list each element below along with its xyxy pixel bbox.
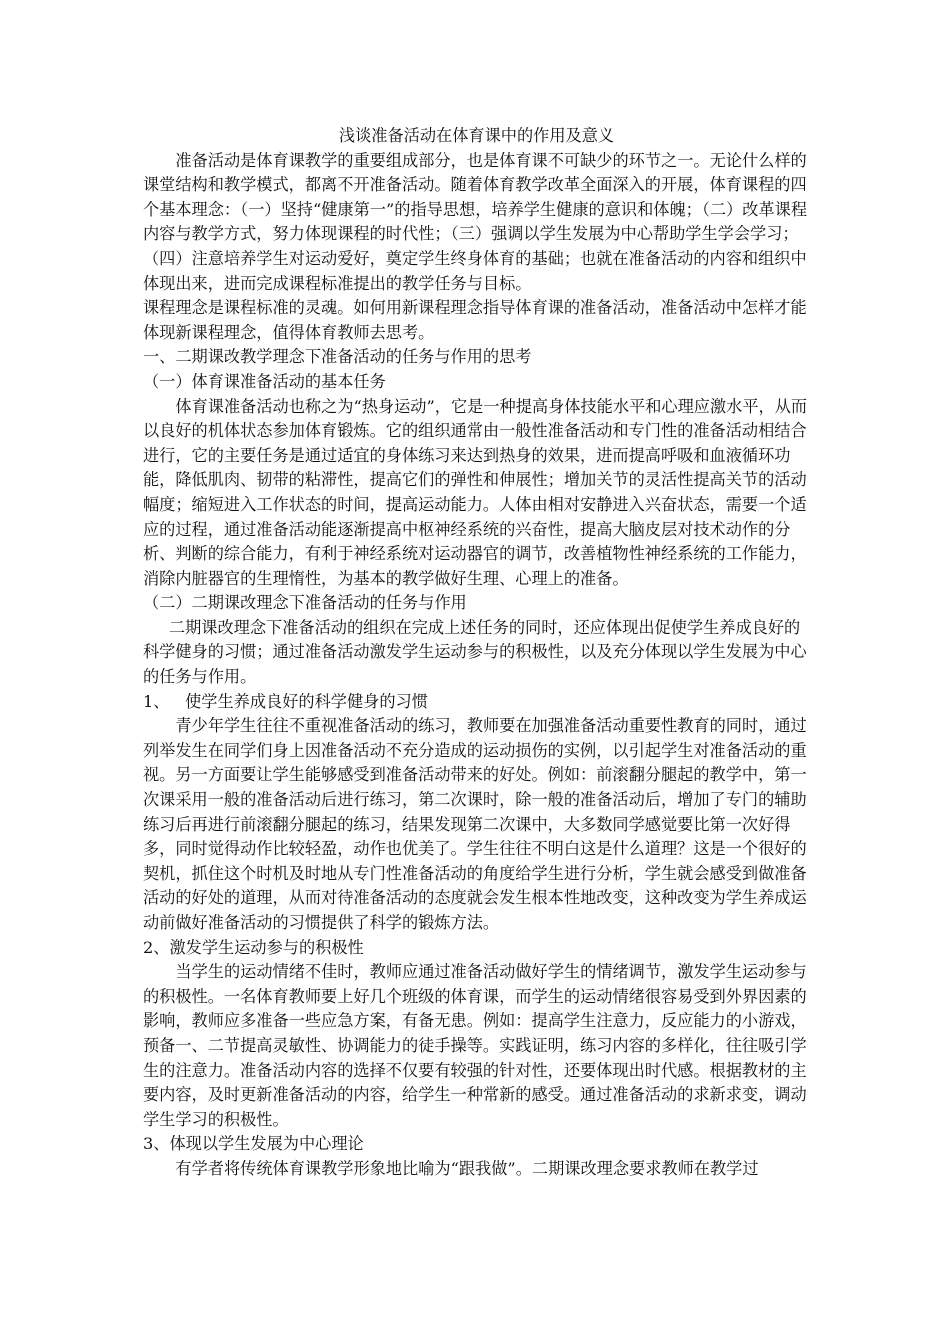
subsection-2-heading: （二）二期课改理念下准备活动的任务与作用 [143, 593, 467, 613]
item-3-body: 有学者将传统体育课教学形象地比喻为“跟我做”。二期课改理念要求教师在教学过 [175, 1158, 759, 1178]
subsection-1-body: 体育课准备活动也称之为“热身运动”，它是一种提高身体技能水平和心理应激水平，从而以良好的机体状态参加体育锻炼。它的组织通常由一般性准备活动和专门性的准备活动相结合进行，它的主要任务是通过适宜的身体练习来达到热身的效果，进而提高呼吸和血液循环功能，降低肌肉、韧带的粘滞性，提高它们的弹性和伸展性；增加关节的灵活性提高关节的活动幅度；缩短进入工作状态的时间，提高运动能力。人体由相对安静进入兴奋状态，需要一个适应的过程，通过准备活动能逐渐提高中枢神经系统的兴奋性，提高大脑皮层对技术动作的分析、判断的综合能力，有利于神经系统对运动器官的调节，改善植物性神经系统的工作能力，消除内脏器官的生理惰性，为基本的教学做好生理、心理上的准备。 [143, 396, 808, 588]
item-1-body: 青少年学生往往不重视准备活动的练习，教师要在加强准备活动重要性教育的同时，通过列举发生在同学们身上因准备活动不充分造成的运动损伤的实例，以引起学生对准备活动的重视。另一方面要让学生能够感受到准备活动带来的好处。例如：前滚翻分腿起的教学中，第一次课采用一般的准备活动后进行练习，第二次课时，除一般的准备活动后，增加了专门的辅助练习后再进行前滚翻分腿起的练习，结果发现第二次课中，大多数同学感觉要比第一次好得多，同时觉得动作比较轻盈，动作也优美了。学生往往不明白这是什么道理？这是一个很好的契机，抓住这个时机及时地从专门性准备活动的角度给学生进行分析，学生就会感受到做准备活动的好处的道理，从而对待准备活动的态度就会发生根本性地改变，这种改变为学生养成运动前做好准备活动的习惯提供了科学的锻炼方法。 [143, 716, 807, 932]
item-2-body: 当学生的运动情绪不佳时，教师应通过准备活动做好学生的情绪调节，激发学生运动参与的积极性。一名体育教师要上好几个班级的体育课，而学生的运动情绪很容易受到外界因素的影响，教师应多准备一些应急方案，有备无患。例如：提高学生注意力，反应能力的小游戏，预备一、二节提高灵敏性、协调能力的徒手操等。实践证明，练习内容的多样化，往往吸引学生的注意力。准备活动内容的选择不仅要有较强的针对性，还要体现出时代感。根据教材的主要内容，及时更新准备活动的内容，给学生一种常新的感受。通过准备活动的求新求变，调动学生学习的积极性。 [143, 962, 807, 1129]
intro-paragraph-2: 课程理念是课程标准的灵魂。如何用新课程理念指导体育课的准备活动，准备活动中怎样才能体现新课程理念，值得体育教师去思考。 [143, 298, 807, 342]
document-page [143, 124, 810, 1182]
document-title: 浅谈准备活动在体育课中的作用及意义 [338, 126, 615, 145]
item-1-heading-text: 使学生养成良好的科学健身的习惯 [185, 691, 428, 711]
item-1-number: 1、 [143, 691, 170, 711]
section-1-heading: 一、二期课改教学理念下准备活动的任务与作用的思考 [143, 347, 532, 367]
subsection-2-body: 二期课改理念下准备活动的组织在完成上述任务的同时，还应体现出促使学生养成良好的科学健身的习惯；通过准备活动激发学生运动参与的积极性，以及充分体现以学生发展为中心的任务与作用。 [143, 617, 807, 687]
subsection-1-heading: （一）体育课准备活动的基本任务 [143, 371, 386, 391]
item-3-heading: 3、体现以学生发展为中心理论 [143, 1134, 364, 1154]
item-1-heading [143, 690, 810, 715]
item-2-heading: 2、激发学生运动参与的积极性 [143, 937, 364, 957]
intro-paragraph-1: 准备活动是体育课教学的重要组成部分，也是体育课不可缺少的环节之一。无论什么样的课堂结构和教学模式，都离不开准备活动。随着体育教学改革全面深入的开展，体育课程的四个基本理念：（一）坚持“健康第一”的指导思想，培养学生健康的意识和体魄；（二）改革课程内容与教学方式，努力体现课程的时代性；（三）强调以学生发展为中心帮助学生学会学习；（四）注意培养学生对运动爱好，奠定学生终身体育的基础；也就在准备活动的内容和组织中体现出来，进而完成课程标准提出的教学任务与目标。 [143, 150, 808, 293]
